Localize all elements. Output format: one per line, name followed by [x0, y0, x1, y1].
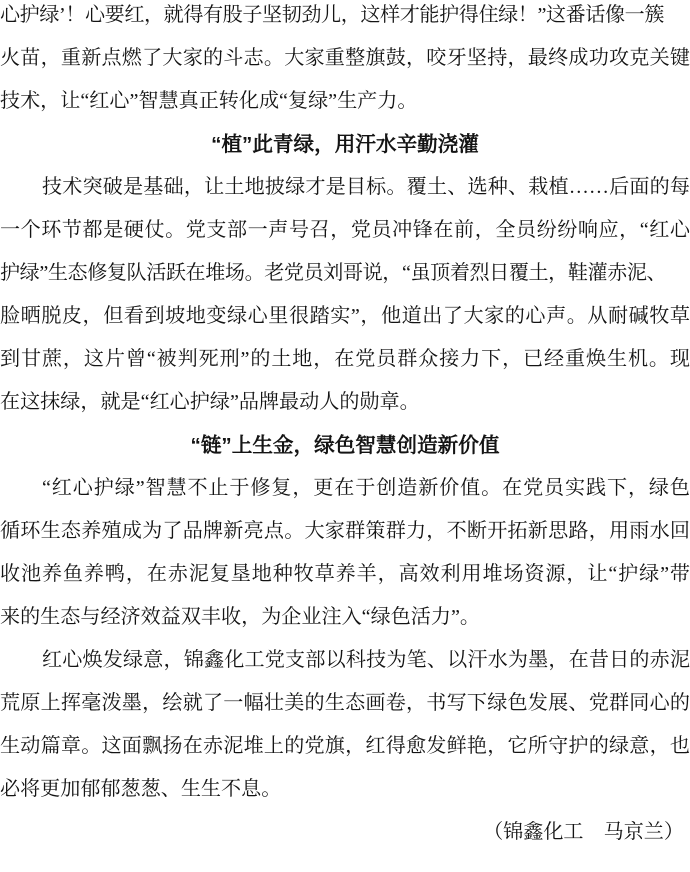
- body-line-6: 护绿”生态修复队活跃在堆场。老党员刘哥说，“虽顶着烈日覆土，鞋灌赤泥、: [0, 262, 667, 284]
- body-line-8: 到甘蔗，这片曾“被判死刑”的土地，在党员群众接力下，已经重焕生机。现: [0, 348, 690, 370]
- body-line-14: 红心焕发绿意，锦鑫化工党支部以科技为笔、以汗水为墨，在昔日的赤泥: [42, 649, 690, 671]
- body-line-17: 必将更加郁郁葱葱、生生不息。: [0, 778, 282, 800]
- body-line-12: 收池养鱼养鸭，在赤泥复垦地种牧草养羊，高效利用堆场资源，让“护绿”带: [0, 563, 690, 585]
- body-line-10: “红心护绿”智慧不止于修复，更在于创造新价值。在党员实践下，绿色: [42, 477, 690, 499]
- body-line-15: 荒原上挥毫泼墨，绘就了一幅壮美的生态画卷，书写下绿色发展、党群同心的: [0, 692, 690, 714]
- section-heading-2: “链”上生金，绿色智慧创造新价值: [190, 434, 500, 457]
- section-heading-1: “植”此青绿，用汗水辛勤浇灌: [211, 133, 479, 156]
- body-line-2: 火苗，重新点燃了大家的斗志。大家重整旗鼓，咬牙坚持，最终成功攻克关键: [0, 47, 690, 69]
- body-line-5: 一个环节都是硬仗。党支部一声号召，党员冲锋在前，全员纷纷响应，“红心: [0, 219, 690, 241]
- body-line-1: 心护绿’！心要红，就得有股子坚韧劲儿，这样才能护得住绿！”这番话像一簇: [0, 4, 665, 26]
- body-line-11: 循环生态养殖成为了品牌新亮点。大家群策群力，不断开拓新思路，用雨水回: [0, 520, 690, 542]
- body-line-13: 来的生态与经济效益双丰收，为企业注入“绿色活力”。: [0, 606, 480, 628]
- body-line-7: 脸晒脱皮，但看到坡地变绿心里很踏实”，他道出了大家的心声。从耐碱牧草: [0, 305, 690, 327]
- author-attribution: （锦鑫化工 马京兰）: [483, 821, 684, 843]
- body-line-4: 技术突破是基础，让土地披绿才是目标。覆土、选种、栽植……后面的每: [42, 176, 690, 198]
- body-line-9: 在这抹绿，就是“红心护绿”品牌最动人的勋章。: [0, 391, 420, 413]
- body-line-16: 生动篇章。这面飘扬在赤泥堆上的党旗，红得愈发鲜艳，它所守护的绿意，也: [0, 735, 690, 757]
- body-line-3: 技术，让“红心”智慧真正转化成“复绿”生产力。: [0, 90, 418, 112]
